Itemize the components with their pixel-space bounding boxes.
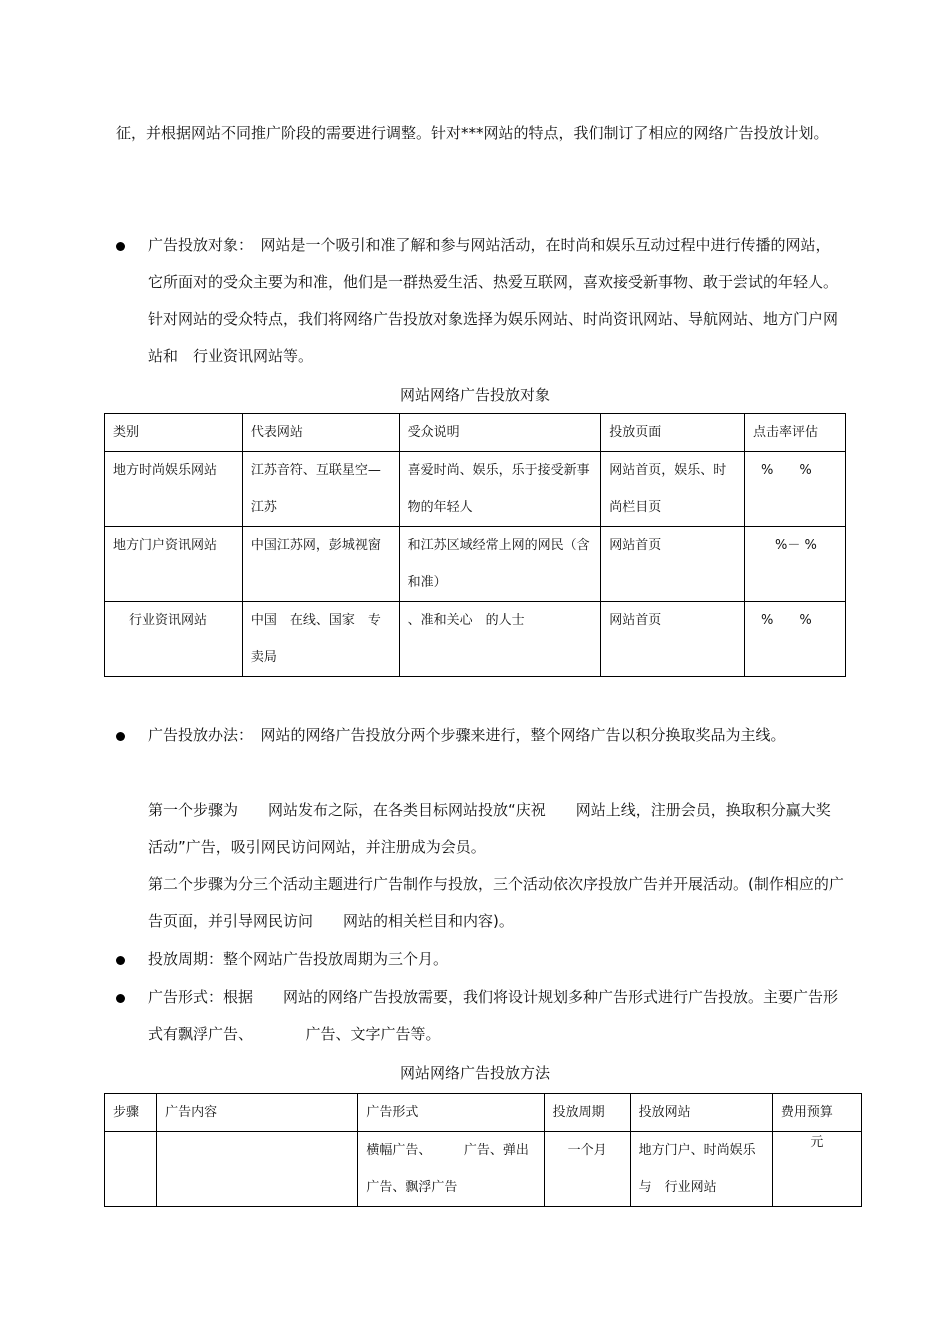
method-label: 广告投放办法： bbox=[148, 726, 246, 744]
table-cell: 中国江苏网，彭城视窗 bbox=[242, 527, 399, 602]
intro-paragraph: 征，并根据网站不同推广阶段的需要进行调整。针对***网站的特点，我们制订了相应的网络广告投放计划。 bbox=[116, 124, 829, 142]
table-cell: 元 bbox=[772, 1132, 861, 1207]
header-cell: 投放周期 bbox=[544, 1094, 630, 1132]
table-cell: 横幅广告、 广告、弹出广告、飘浮广告 bbox=[358, 1132, 544, 1207]
table-cell: 行业资讯网站 bbox=[105, 602, 243, 677]
bullet-icon bbox=[116, 732, 125, 741]
table-cell: 网站首页 bbox=[601, 602, 745, 677]
table2-caption: 网站网络广告投放方法 bbox=[399, 1064, 550, 1082]
bullet-icon bbox=[116, 242, 125, 251]
table-row bbox=[105, 527, 846, 602]
table-cell: 江苏音符、互联星空—江苏 bbox=[242, 452, 399, 527]
table-cell: 喜爱时尚、娱乐，乐于接受新事物的年轻人 bbox=[399, 452, 601, 527]
method-text: 网站的网络广告投放分两个步骤来进行，整个网络广告以积分换取奖品为主线。 bbox=[260, 726, 786, 744]
period-text: 投放周期：整个网站广告投放周期为三个月。 bbox=[148, 950, 449, 968]
method-step2: 第二个步骤为分三个活动主题进行广告制作与投放，三个活动依次序投放广告并开展活动。(制作相应的广告页面，并引导网民访问 网站的相关栏目和内容)。 bbox=[148, 875, 844, 930]
header-cell: 投放页面 bbox=[601, 414, 745, 452]
form-section bbox=[116, 979, 844, 1053]
header-cell: 广告内容 bbox=[157, 1094, 358, 1132]
table-cell: 网站首页，娱乐、时尚栏目页 bbox=[601, 452, 745, 527]
table-row bbox=[105, 602, 846, 677]
method-section bbox=[116, 717, 844, 791]
table-cell: % % bbox=[745, 452, 846, 527]
table-cell: 、准和关心 的人士 bbox=[399, 602, 601, 677]
header-cell: 类别 bbox=[105, 414, 243, 452]
header-cell: 广告形式 bbox=[358, 1094, 544, 1132]
target-text: 网站是一个吸引和准了解和参与网站活动，在时尚和娱乐互动过程中进行传播的网站，它所面对的受众主要为和准，他们是一群热爱生活、热爱互联网，喜欢接受新事物、敢于尝试的年轻人。针对网站的受众特点，我们将网络广告投放对象选择为娱乐网站、时尚资讯网站、导航网站、地方门户网站和 行业资讯网站等。 bbox=[148, 236, 839, 365]
method-step1: 第一个步骤为 网站发布之际，在各类目标网站投放“庆祝 网站上线，注册会员，换取积分赢大奖活动”广告，吸引网民访问网站，并注册成为会员。 bbox=[148, 801, 831, 856]
table-cell: 地方时尚娱乐网站 bbox=[105, 452, 243, 527]
table-cell bbox=[105, 1132, 157, 1207]
table-cell: 一个月 bbox=[544, 1132, 630, 1207]
table-cell: 地方门户资讯网站 bbox=[105, 527, 243, 602]
table-cell: %－ % bbox=[745, 527, 846, 602]
table-cell: 和江苏区域经常上网的网民（含和准） bbox=[399, 527, 601, 602]
header-cell: 受众说明 bbox=[399, 414, 601, 452]
table-row bbox=[105, 1132, 862, 1207]
table-cell bbox=[157, 1132, 358, 1207]
header-cell: 投放网站 bbox=[630, 1094, 772, 1132]
header-cell: 步骤 bbox=[105, 1094, 157, 1132]
header-cell: 费用预算 bbox=[772, 1094, 861, 1132]
table-cell: % % bbox=[745, 602, 846, 677]
method-table bbox=[104, 1093, 862, 1207]
bullet-icon bbox=[116, 994, 125, 1003]
header-cell: 代表网站 bbox=[242, 414, 399, 452]
table-header-row bbox=[105, 414, 846, 452]
table-cell: 中国 在线、国家 专卖局 bbox=[242, 602, 399, 677]
table-cell: 地方门户、时尚娱乐与 行业网站 bbox=[630, 1132, 772, 1207]
table-header-row bbox=[105, 1094, 862, 1132]
header-cell: 点击率评估 bbox=[745, 414, 846, 452]
target-table bbox=[104, 413, 846, 677]
target-section bbox=[116, 227, 844, 377]
table-cell: 网站首页 bbox=[601, 527, 745, 602]
table1-caption: 网站网络广告投放对象 bbox=[399, 386, 550, 404]
form-text: 广告形式：根据 网站的网络广告投放需要，我们将设计规划多种广告形式进行广告投放。主要广告形式有飘浮广告、 广告、文字广告等。 bbox=[148, 988, 839, 1043]
target-label: 广告投放对象： bbox=[148, 236, 246, 254]
period-section bbox=[116, 941, 844, 978]
table-row bbox=[105, 452, 846, 527]
bullet-icon bbox=[116, 956, 125, 965]
